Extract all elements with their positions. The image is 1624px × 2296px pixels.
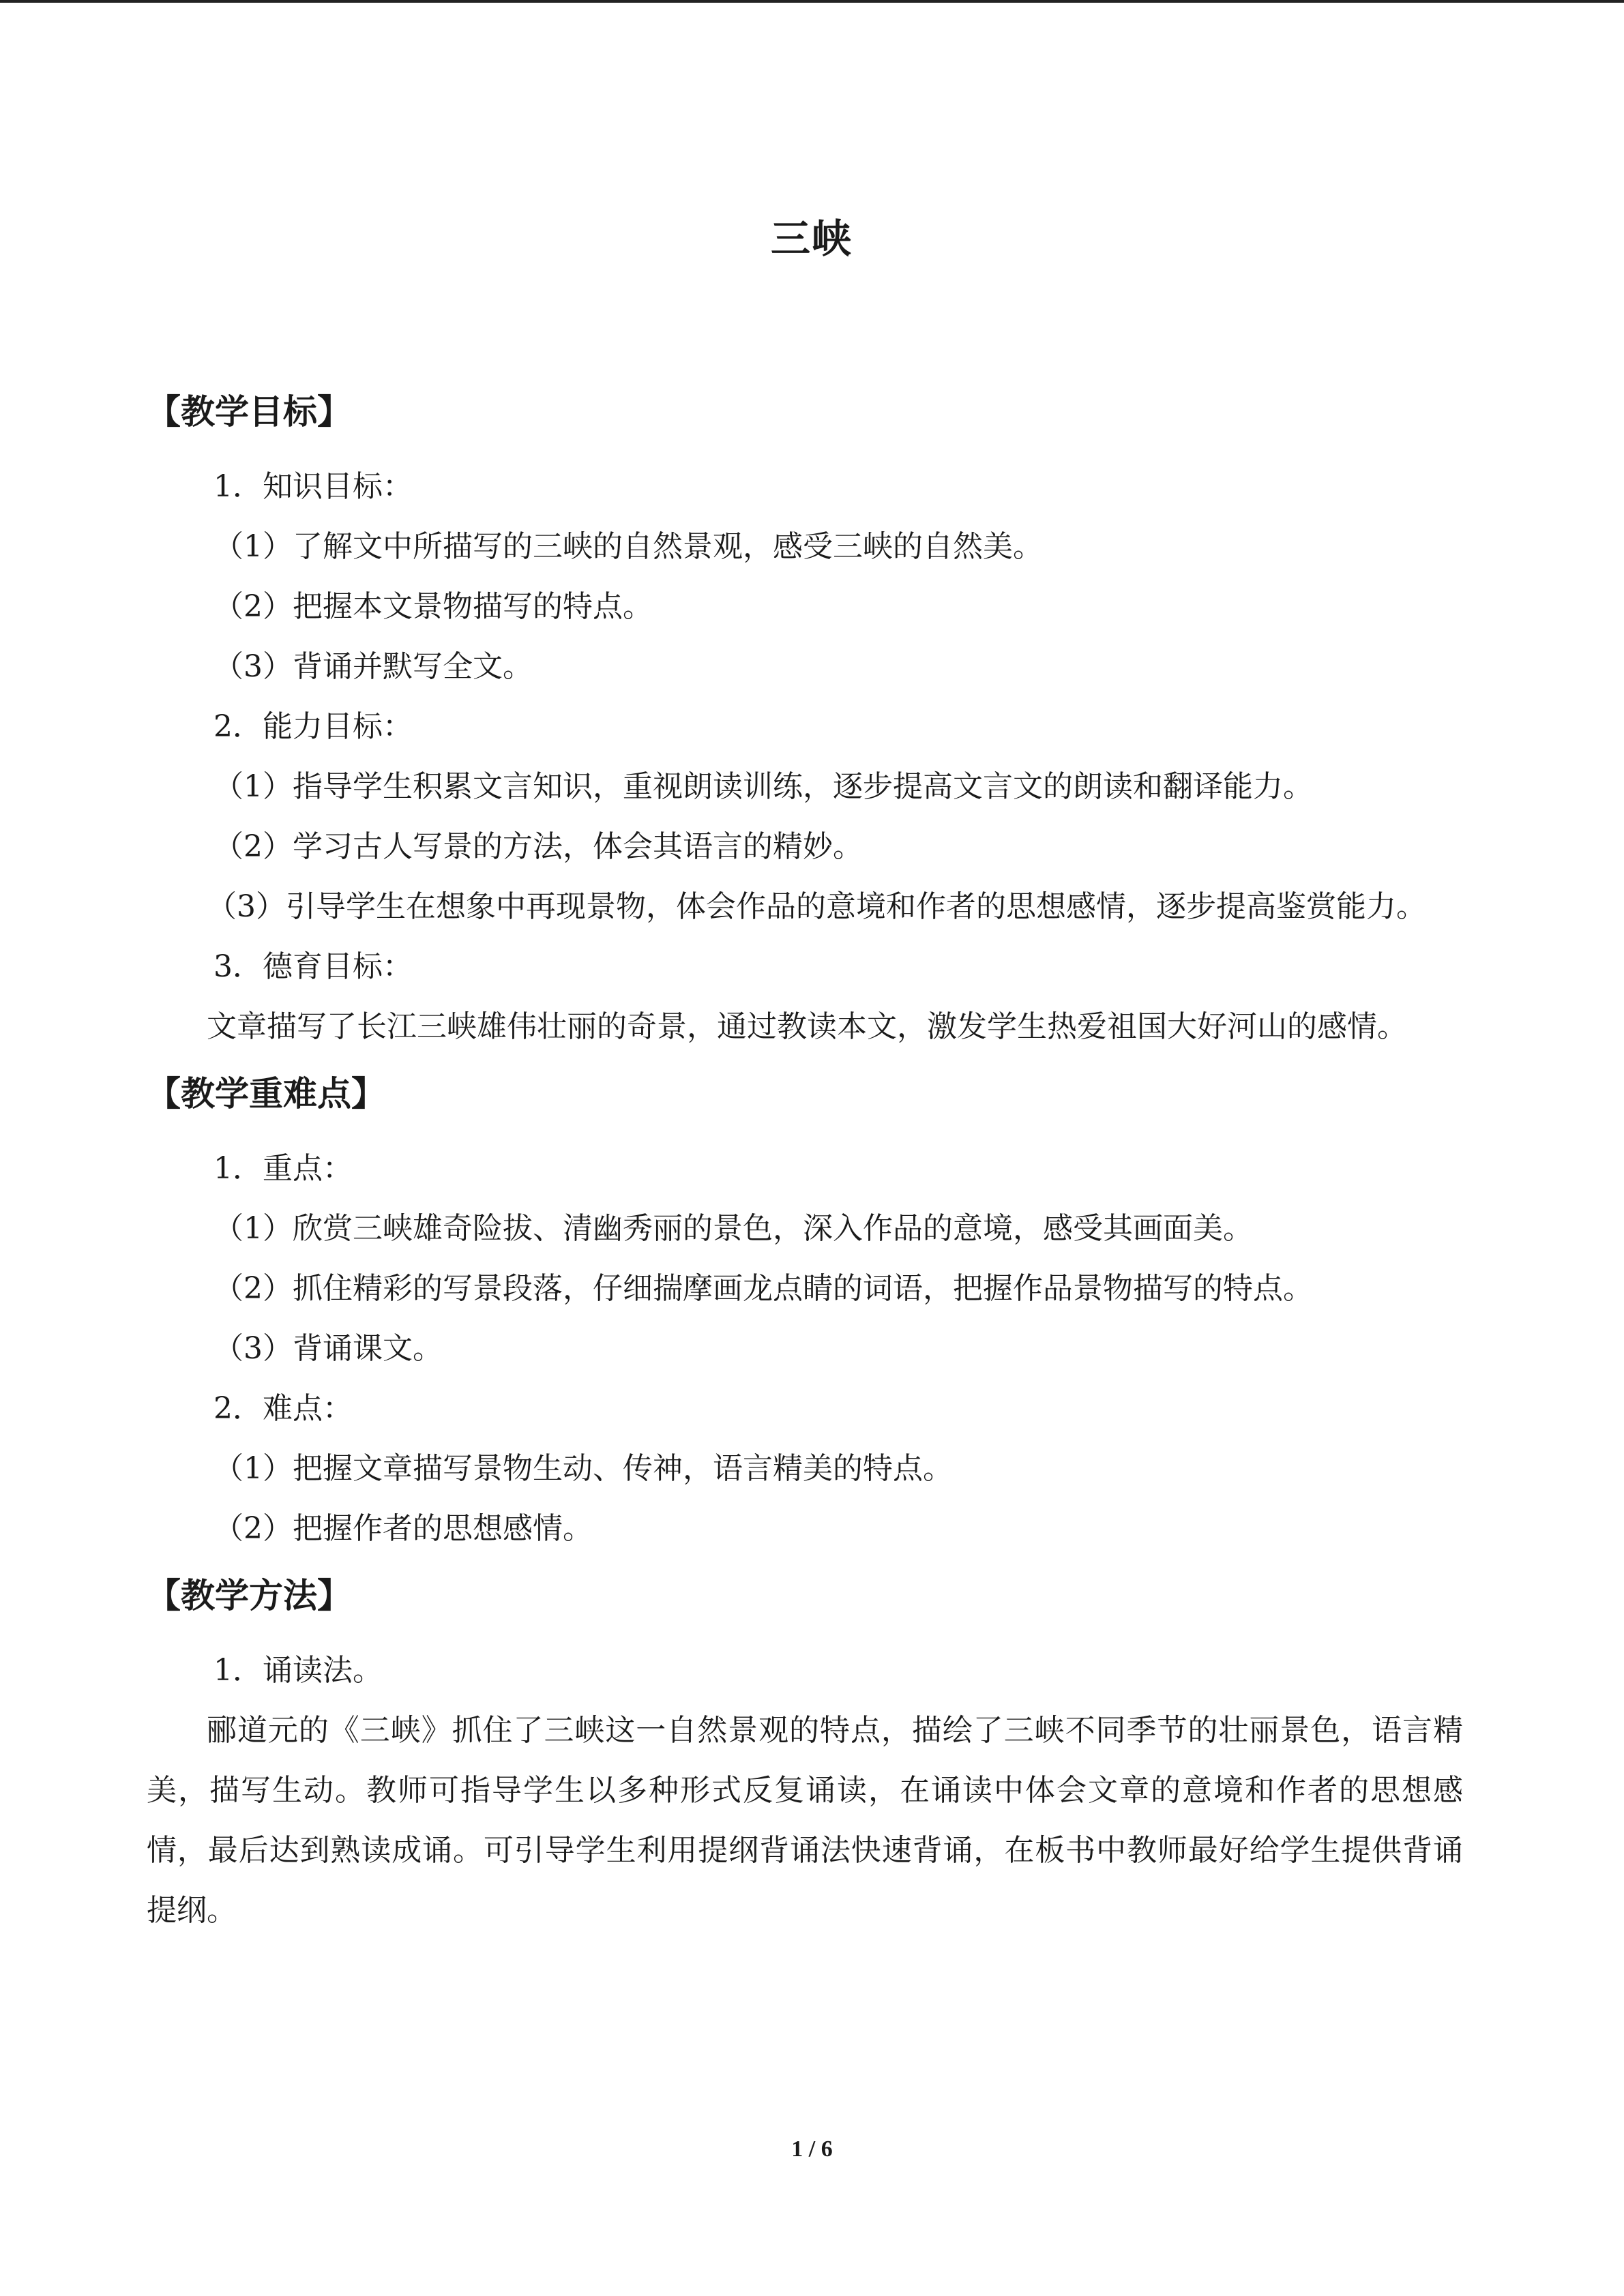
method-text: 郦道元的《三峡》抓住了三峡这一自然景观的特点，描绘了三峡不同季节的壮丽景色，语言精美，描写生动。教师可指导学生以多种形式反复诵读，在诵读中体会文章的意境和作者的思想感情，最后达到熟读成诵。可引导学生利用提纲背诵法快速背诵，在板书中教师最好给学生提供背诵提纲。 [147, 1713, 1463, 1928]
moral-objective-label: 3．德育目标： [213, 949, 413, 984]
section-heading-key-points: 【教学重难点】 [147, 1073, 385, 1114]
knowledge-objective-item: （2）把握本文景物描写的特点。 [213, 589, 653, 624]
knowledge-objective-item: （3）背诵并默写全文。 [213, 649, 533, 684]
focus-item: （3）背诵课文。 [213, 1331, 443, 1366]
ability-objective-item: （3）引导学生在想象中再现景物，体会作品的意境和作者的思想感情，逐步提高鉴赏能力。 [207, 889, 1426, 924]
focus-label: 1．重点： [213, 1151, 353, 1186]
ability-objective-item: （2）学习古人写景的方法，体会其语言的精妙。 [213, 829, 863, 864]
page-title: 三峡 [770, 215, 853, 262]
section-heading-objectives: 【教学目标】 [147, 391, 351, 432]
moral-objective-text: 文章描写了长江三峡雄伟壮丽的奇景，通过教读本文，激发学生热爱祖国大好河山的感情。 [207, 1009, 1407, 1044]
method-label: 1．诵读法。 [213, 1653, 383, 1688]
difficulty-item: （2）把握作者的思想感情。 [213, 1511, 593, 1546]
knowledge-objective-item: （1）了解文中所描写的三峡的自然景观，感受三峡的自然美。 [213, 529, 1043, 564]
ability-objective-label: 2．能力目标： [213, 709, 413, 744]
document-body [147, 382, 1463, 1941]
section-heading-methods: 【教学方法】 [147, 1575, 351, 1615]
knowledge-objective-label: 1．知识目标： [213, 469, 413, 504]
focus-item: （1）欣赏三峡雄奇险拔、清幽秀丽的景色，深入作品的意境，感受其画面美。 [213, 1211, 1253, 1246]
page-top-border [0, 0, 1624, 3]
difficulty-item: （1）把握文章描写景物生动、传神，语言精美的特点。 [213, 1451, 953, 1486]
ability-objective-item: （1）指导学生积累文言知识，重视朗读训练，逐步提高文言文的朗读和翻译能力。 [213, 769, 1313, 804]
difficulty-label: 2．难点： [213, 1391, 353, 1426]
focus-item: （2）抓住精彩的写景段落，仔细揣摩画龙点睛的词语，把握作品景物描写的特点。 [213, 1271, 1313, 1306]
page-number: 1 / 6 [791, 2136, 833, 2162]
